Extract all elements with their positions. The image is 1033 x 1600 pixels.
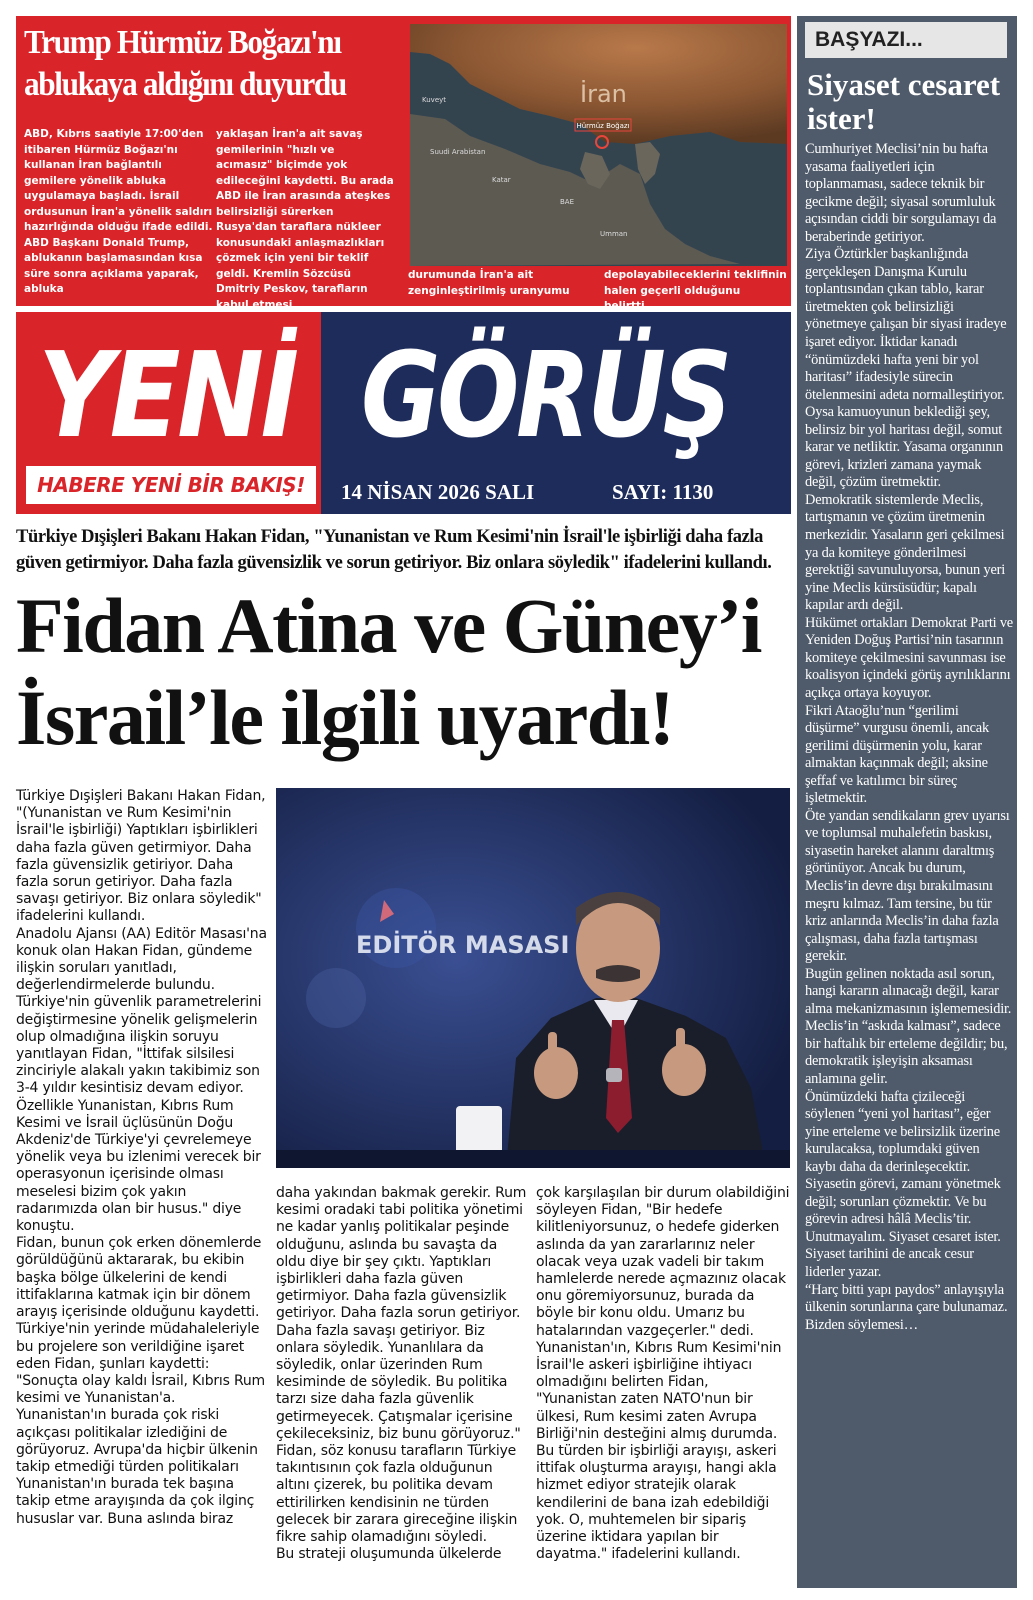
main-story-col3: [536, 1185, 790, 1588]
masthead: [16, 312, 791, 514]
col3-paragraph: Yunanistan'ın, Kıbrıs Rum Kesimi'nin İsrail'le askeri işbirliğine ihtiyacı olmadığını belirten Fidan, "Yunanistan zaten NATO'nun bir ülkesi, Rum kesimi zaten Avrupa Birliği'nin desteğini almış durumda. Bu türden bir işbirliği arayışı, askeri ittifak oluşturma arayışı, hangi akla hizmet ediyor stratejik olarak kendilerini de bana izah edebildiği yok. O, muhtemelen bir sipariş üzerine iktidara yapılan bir dayatma." ifadelerini kullandı.: [536, 1339, 782, 1563]
hormuz-map: [410, 24, 787, 266]
masthead-date: 14 NİSAN 2026 SALI: [341, 480, 535, 504]
main-story-col1: [16, 788, 268, 1588]
main-story-headline: [16, 580, 796, 764]
col1-paragraph: Fidan, bunun çok erken dönemlerde görüldüğünü aktararak, bu ekibin başka bölge ülkelerini de kendi ittifaklarına katmak için bir dönem arayış içerisinde olduğunu kaydetti.: [16, 1235, 262, 1321]
masthead-name-part2: GÖRÜŞ: [361, 326, 730, 464]
editorial-paragraph: Cumhuriyet Meclisi’nin bu hafta yasama faaliyetleri için toplanmaması, sadece teknik bir gecikme değil; siyasal sorumluluk açısından ciddi bir sorgulamayı da beraberinde getiriyor.: [805, 141, 997, 245]
editorial-paragraph: Öte yandan sendikaların grev uyarısı ve toplumsal muhalefetin baskısı, siyasetin hareket alanını daraltmış görünüyor. Ancak bu durum, Meclis’in devre dışı bırakılmasını meşru kılmaz. Tam tersine, bu tür kriz anlarında Meclis’in daha fazla çalışması, daha fazla tartışması gerekir.: [805, 807, 1010, 965]
editorial-paragraph: Oysa kamuoyunun beklediği şey, belirsiz bir yol haritası değil, somut karar ve netliktir. Yasama organının görevi, krizleri zamana yaymak değil, çözüm üretmektir.: [805, 404, 1003, 491]
col1-paragraph: Türkiye'nin yerinde müdahaleleriyle bu projelere son verildiğine işaret eden Fidan, şunları kaydetti:: [16, 1321, 260, 1372]
main-story-photo: [276, 788, 790, 1168]
editorial-title: Siyaset cesaret ister!: [807, 67, 1001, 136]
editorial-body: [805, 141, 1013, 1581]
editorial-paragraph: Siyasetin görevi, zamanı yönetmek değil; sorunları çözmektir. Ve bu görevin adresi hâlâ Meclis’tir.: [805, 1176, 1001, 1228]
editorial-paragraph: “Harç bitti yapı paydos” anlayışıyla ülkenin sorunlarına çare bulunamaz.: [805, 1281, 1008, 1316]
editorial-paragraph: Hükümet ortakları Demokrat Parti ve Yeniden Doğuş Partisi’nin tasarının komiteye çekilmesini savunması ise koalisyon içindeki görüş ayrılıklarını açıkça ortaya koyuyor.: [805, 614, 1013, 701]
col2-paragraph: Bu strateji oluşumunda ülkelerde: [276, 1546, 502, 1563]
col2-paragraph: daha yakından bakmak gerekir. Rum kesimi oradaki tabi politika yönetimi ne kadar yanlış politikalar peşinde olduğunu, aslında bu savaşta da oldu diye bir şey çıktı. Yaptıkları işbirlikleri daha fazla güven getirmiyor. Daha fazla güvensizlik getiriyor. Daha fazla sorun getiriyor. Daha fazla savaşı getiriyor. Biz onlara söyledik. Yunanlılara da söyledik, onlar üzerinden Rum kesiminde de söyledik. Bu politika tarzı size daha fazla güvenlik getirmeyecek. Çatışmalar içerisine çekileceksiniz, biz bunu görüyoruz.": [276, 1185, 527, 1442]
top-news-col2: yaklaşan İran'a ait savaş gemilerinin "hızlı ve acımasız" biçimde yok edileceğini kaydetti. Bu arada ABD ile İran arasında ateşkes belirsizliği sürerken Rusya'dan taraflara nükleer konusundaki anlaşmazlıkları çözmek için yeni bir teklif geldi. Kremlin Sözcüsü Dmitriy Peskov, tarafların kabul etmesi: [216, 128, 394, 311]
map-graphic: [410, 24, 787, 266]
top-news-col4: depolayabileceklerini teklifinin halen geçerli olduğunu belirtti.: [604, 269, 787, 312]
main-story-subheadline: Türkiye Dışişleri Bakanı Hakan Fidan, "Yunanistan ve Rum Kesimi'nin İsrail'le işbirliği daha fazla güven getirmiyor. Daha fazla güvensizlik ve sorun getiriyor. Biz onlara söyledik" ifadelerini kullandı.: [16, 527, 772, 573]
editorial-paragraph: Önümüzdeki hafta çizileceği söylenen “yeni yol haritası”, eğer yine erteleme ve belirsizlik üzerine kurulacaksa, toplumdaki güven kaybı daha da derinleşecektir.: [805, 1088, 1000, 1175]
top-news-col3: durumunda İran'a ait zenginleştirilmiş uranyumu: [408, 269, 570, 297]
masthead-name-part1: YENİ: [38, 326, 296, 464]
editorial-label: BAŞYAZI...: [805, 22, 1007, 58]
map-label-oman: Umman: [600, 230, 628, 238]
map-label-country: İran: [580, 80, 627, 108]
photo-graphic: [276, 788, 790, 1168]
editorial-paragraph: Fikri Ataoğlu’nun “gerilimi düşürme” vurgusu önemli, ancak gerilimi düşürmenin yolu, karar almaktan kaçınmak değil; aksine şeffaf ve katılımcı bir süreç işletmektir.: [805, 702, 989, 807]
masthead-issue: SAYI: 1130: [612, 480, 714, 504]
col1-paragraph: Türkiye'nin güvenlik parametrelerini değiştirmesine yönelik gelişmelerin olup olmadığına ilişkin soruyu yanıtlayan Fidan, "İttifak silsilesi zinciriyle alakalı yakın takibimiz son 3-4 yıldır kesintisiz devam ediyor. Özellikle Yunanistan, Kıbrıs Rum Kesimi ve İsrail üçlüsünün Doğu Akdeniz'de Türkiye'yi çevrelemeye yönelik veya bu izlenimi verecek bir operasyonun içerisinde olması meselesi bizim çok yakın radarımızda olan bir husus." diye konuştu.: [16, 994, 262, 1235]
main-story-col2: [276, 1185, 528, 1588]
col1-paragraph: Anadolu Ajansı (AA) Editör Masası'na konuk olan Hakan Fidan, gündeme ilişkin soruları yanıtladı, değerlendirmelerde bulundu.: [16, 925, 267, 994]
map-label-strait: Hürmüz Boğazı: [576, 122, 630, 130]
editorial-paragraph: Bizden söylemesi…: [805, 1316, 918, 1333]
col3-paragraph: çok karşılaşılan bir durum olabildiğini söyleyen Fidan, "Bir hedefe kilitleniyorsunuz, o hedefe giderken aslında da yan zararlarınız neler olacak veya uzak vadeli bir takım hamlelerde nerede açmazınız olacak onu göremiyorsunuz, burada da böyle bir konu oldu. Umarız bu hatalarından vazgeçerler." dedi.: [536, 1185, 790, 1339]
top-news-headline: Trump Hürmüz Boğazı'nı ablukaya aldığını duyurdu: [24, 24, 346, 103]
headline-line2: İsrail’le ilgili uyardı!: [16, 674, 674, 761]
col1-paragraph: "Sonuçta olay kaldı İsrail, Kıbrıs Rum kesimi ve Yunanistan'a. Yunanistan'ın burada çok riski açıkçası politikalar izlediğini de görüyoruz. Avrupa'da hiçbir ülkenin takip etmediği türden politikaları Yunanistan'ın burada tek başına takip etme arayışında da çok ilginç hususlar var. Buna aslında biraz: [16, 1372, 265, 1527]
top-news-col1: ABD, Kıbrıs saatiyle 17:00'den itibaren Hürmüz Boğazı'nı kullanan İran bağlantılı gemilere yönelik abluka uygulamaya başladı. İsrail ordusunun İran'a yönelik saldırı hazırlığında olduğu ifade edildi. ABD Başkanı Donald Trump, ablukanın başlamasından kısa süre sonra açıklama yaparak, abluka: [24, 128, 213, 295]
editorial-paragraph: Meclis’in “askıda kalması”, sadece bir haftalık bir erteleme değildir; bu, demokratik işleyişin aksaması anlamına gelir.: [805, 1018, 1008, 1087]
top-news-box: [16, 16, 791, 312]
map-label-qatar: Katar: [492, 176, 511, 184]
editorial-sidebar: [797, 16, 1017, 1588]
masthead-slogan: HABERE YENİ BİR BAKIŞ!: [26, 466, 316, 504]
map-label-uae: BAE: [560, 198, 575, 206]
editorial-paragraph: Unutmayalım. Siyaset cesaret ister. Siyaset tarihini de ancak cesur liderler yazar.: [805, 1228, 1001, 1280]
map-label-kuwait: Kuveyt: [422, 96, 447, 104]
editorial-paragraph: Bugün gelinen noktada asıl sorun, hangi kararın alınacağı değil, karar alma mekanizmasının işlememesidir.: [805, 965, 1012, 1017]
col1-paragraph: Türkiye Dışişleri Bakanı Hakan Fidan, "(Yunanistan ve Rum Kesimi'nin İsrail'le işbirliği) Yaptıkları işbirlikleri daha fazla güven getirmiyor. Daha fazla güvensizlik getiriyor. Daha fazla sorun getiriyor. Daha fazla savaşı getiriyor. Biz onlara söyledik" ifadelerini kullandı.: [16, 788, 266, 925]
editorial-paragraph: Ziya Öztürkler başkanlığında gerçekleşen Danışma Kurulu toplantısından çıkan tablo, karar üretmekten çok belirsizliği yönetmeye çalışan bir siyasi iradeye işaret ediyor. İktidar kanadı “önümüzdeki hafta yeni bir yol haritası” ifadesiyle sürecin ötelenmesini adeta normalleştiriyor.: [805, 246, 1007, 403]
map-label-saudi: Suudi Arabistan: [430, 148, 486, 156]
editorial-paragraph: Demokratik sistemlerde Meclis, tartışmanın ve çözüm üretmenin merkezidir. Yasaların geri çekilmesi ya da komiteye gönderilmesi gerektiği savunuluyorsa, bunun yeri yine Meclis kürsüsüdür; kapalı kapılar ardı değil.: [805, 491, 1006, 614]
headline-line1: Fidan Atina ve Güney’i: [16, 582, 761, 669]
photo-studio-text: EDİTÖR MASASI: [356, 931, 570, 959]
col2-paragraph: Fidan, söz konusu tarafların Türkiye takıntısının çok fazla olduğunun altını çizerek, bu politika devam ettirilirken kendisinin ne türden gelecek bir zarara gireceğine ilişkin fikre sahip olamadığını söyledi.: [276, 1443, 518, 1546]
